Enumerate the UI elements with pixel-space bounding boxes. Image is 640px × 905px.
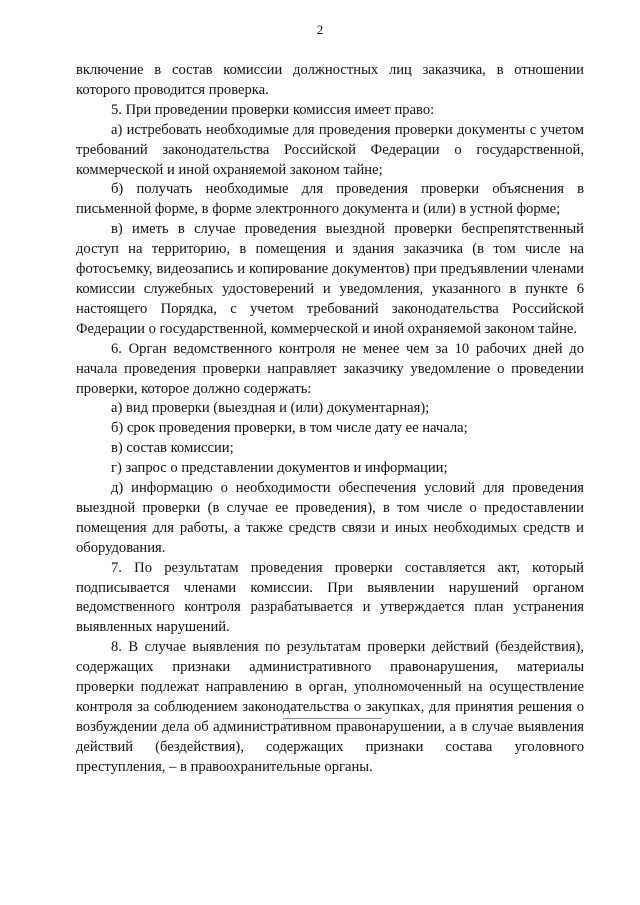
end-separator-line	[283, 718, 382, 719]
paragraph-item-6g: г) запрос о представлении документов и информации;	[111, 460, 448, 477]
paragraph-item-7: 7. По результатам проведения проверки составляется акт, который подписывается членами комиссии. При выявлении нарушений органом ведомственного контроля разрабатывается и утверждается план устранения выявленных нарушений.	[76, 559, 584, 636]
paragraph-item-6v: в) состав комиссии;	[111, 440, 234, 457]
paragraph-continuation: включение в состав комиссии должностных лиц заказчика, в отношении которого проводится проверка.	[76, 62, 584, 98]
page-number: 2	[316, 22, 324, 37]
paragraph-item-5a: а) истребовать необходимые для проведения проверки документы с учетом требований законодательства Российской Федерации о государственной, коммерческой и иной охраняемой законом тайне;	[76, 121, 584, 178]
paragraph-item-5: 5. При проведении проверки комиссия имеет право:	[111, 101, 435, 118]
paragraph-item-6a: а) вид проверки (выездная и (или) документарная);	[111, 400, 430, 417]
paragraph-item-6d: д) информацию о необходимости обеспечения условий для проведения выездной проверки (в случае ее проведения), в том числе о предоставлении помещения для работы, а также средств связи и иных необходимых средств и оборудования.	[76, 480, 584, 556]
paragraph-item-5v: в) иметь в случае проведения выездной проверки беспрепятственный доступ на территорию, в помещения и здания заказчика (в том числе на фотосъемку, видеозапись и копирование документов) при предъявлении членами комиссии служебных удостоверений и уведомления, указанного в пункте 6 настоящего Порядка, с учетом требований законодательства Российской Федерации о государственной, коммерческой и иной охраняемой законом тайне.	[76, 221, 584, 337]
paragraph-item-5b: б) получать необходимые для проведения проверки объяснения в письменной форме, в форме электронного документа и (или) в устной форме;	[76, 181, 584, 218]
paragraph-item-6b: б) срок проведения проверки, в том числе дату ее начала;	[111, 420, 468, 437]
document-body	[76, 61, 584, 778]
paragraph-item-8: 8. В случае выявления по результатам проверки действий (бездействия), содержащих признаки административного правонарушения, материалы проверки подлежат направлению в орган, уполномоченный на осуществление контроля за соблюдением законодательства о закупках, для принятия решения о возбуждении дела об административном правонарушении, а в случае выявления действий (бездействия), содержащих признаки состава уголовного преступления, – в правоохранительные органы.	[76, 639, 584, 775]
paragraph-item-6: 6. Орган ведомственного контроля не менее чем за 10 рабочих дней до начала проведения проверки направляет заказчику уведомление о проведении проверки, которое должно содержать:	[76, 340, 584, 397]
